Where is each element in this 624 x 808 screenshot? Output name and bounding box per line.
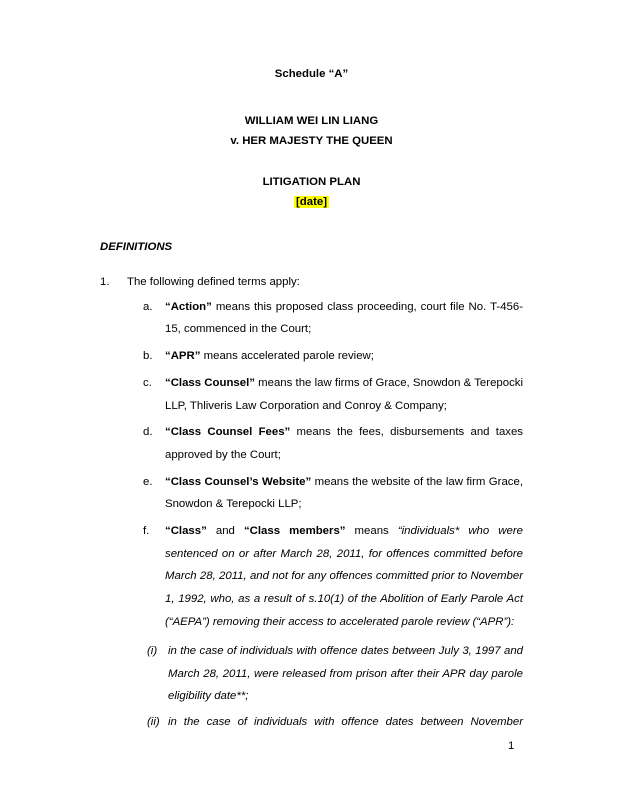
definitions-intro-number: 1.	[100, 275, 110, 288]
definition-item-text: “Action” means this proposed class proceeding, court file No. T-456-15, commenced in the Court;	[165, 300, 523, 336]
document-body	[100, 237, 624, 734]
case-party-respondent: v. HER MAJESTY THE QUEEN	[230, 134, 393, 147]
definition-item-marker: b.	[143, 350, 153, 363]
definition-item-text: “Class Counsel” means the law firms of Grace, Snowdon & Terepocki LLP, Thliveris Law Corporation and Conroy & Company;	[165, 376, 523, 412]
definition-item-text: “Class” and “Class members” means “individuals* who were sentenced on or after March 28, 2011, for offences committed before March 28, 2011, and not for any offences committed prior to November 1, 1992, who, as a result of s.10(1) of the Abolition of Early Parole Act (“AEPA”) removing their access to accelerated parole review (“APR”):	[165, 525, 523, 628]
definition-item-marker: e.	[143, 475, 153, 488]
definition-item-text: “APR” means accelerated parole review;	[165, 350, 374, 363]
definition-item-text: “Class Counsel’s Website” means the website of the law firm Grace, Snowdon & Terepocki LLP;	[165, 475, 523, 511]
definition-item	[143, 372, 523, 417]
date-placeholder-highlight: [date]	[295, 196, 327, 208]
case-party-appellant: WILLIAM WEI LIN LIANG	[244, 114, 379, 127]
page-number: 1	[508, 740, 515, 752]
definition-item-marker: d.	[143, 426, 153, 439]
definitions-heading: DEFINITIONS	[100, 241, 173, 253]
sub-definition-item-text: in the case of individuals with offence dates between November	[168, 716, 523, 729]
definition-item	[143, 296, 523, 341]
definition-item-marker: c.	[143, 376, 152, 389]
sub-definition-item-marker: (i)	[147, 645, 158, 658]
schedule-label: Schedule “A”	[274, 68, 349, 80]
definition-item-marker: f.	[143, 525, 150, 538]
definition-item	[143, 520, 523, 634]
date-placeholder-line	[100, 192, 523, 212]
definition-item	[143, 471, 523, 516]
sub-definition-item-text: in the case of individuals with offence dates between July 3, 1997 and March 28, 2011, were released from prison after their APR day parole eligibility date**;	[168, 645, 523, 703]
definition-item	[143, 421, 524, 466]
definition-item-marker: a.	[143, 300, 153, 313]
definitions-intro-text: The following defined terms apply:	[127, 275, 300, 288]
definition-item-text: “Class Counsel Fees” means the fees, disbursements and taxes approved by the Court;	[165, 426, 524, 461]
sub-definition-item	[147, 711, 523, 734]
document-title: LITIGATION PLAN	[262, 176, 361, 188]
doc-header	[100, 64, 523, 212]
sub-definition-item	[147, 640, 523, 708]
definitions-intro	[100, 271, 624, 294]
definitions-list	[100, 296, 624, 734]
definition-item	[143, 345, 523, 368]
sub-definition-item-marker: (ii)	[147, 716, 160, 729]
